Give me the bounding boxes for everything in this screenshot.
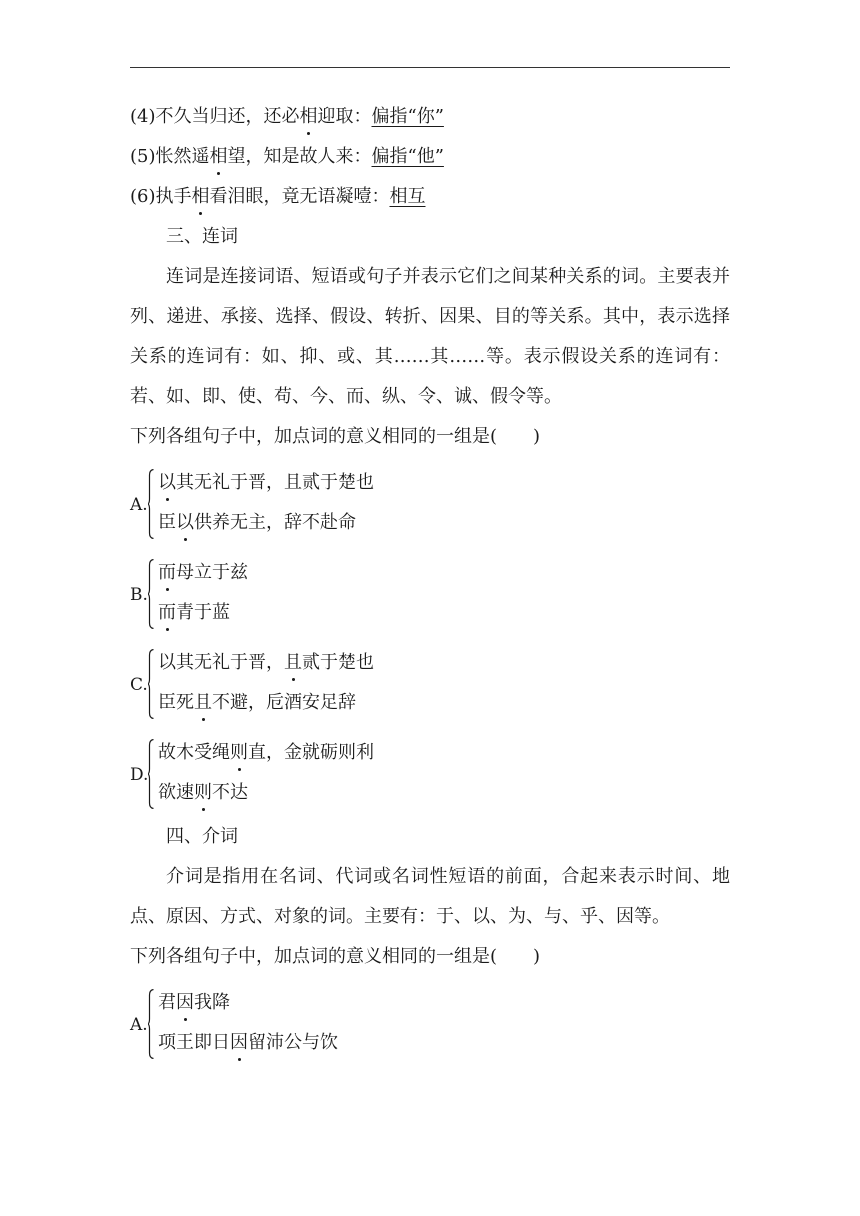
option-sentence-2: 臣死且不避，卮酒安足辞 [158, 683, 356, 723]
question-prompt: 下列各组句子中，加点词的意义相同的一组是( ) [130, 946, 541, 967]
answer-underlined: 偏指“你” [371, 106, 444, 127]
option-d[interactable] [130, 733, 730, 817]
answer-underlined: 偏指“他” [371, 146, 444, 167]
example-item-4 [130, 97, 730, 137]
example-item-5 [130, 137, 730, 177]
brace-icon [148, 989, 154, 1059]
dotted-word: 则 [194, 773, 212, 813]
dotted-word: 且 [194, 683, 212, 723]
brace-icon [148, 469, 154, 539]
brace-icon [148, 739, 154, 809]
dotted-word: 因 [176, 983, 194, 1023]
option-a[interactable] [130, 463, 730, 547]
dotted-word: 相 [300, 97, 318, 137]
dotted-word: 以 [176, 503, 194, 543]
example-text: 迎取： [317, 106, 372, 127]
example-text: 看泪眼，竟无语凝噎： [209, 186, 390, 207]
option-sentence-2: 欲速则不达 [158, 773, 248, 813]
dotted-word: 且 [284, 643, 302, 683]
option-sentence-2: 而青于蓝 [158, 593, 230, 633]
dotted-word: 而 [158, 553, 176, 593]
answer-underlined: 相互 [389, 186, 426, 207]
option-letter: C. [130, 675, 148, 695]
option-sentence-1: 以其无礼于晋，且贰于楚也 [158, 463, 374, 503]
section-heading-conjunction: 三、连词 [166, 226, 238, 247]
option-sentence-2: 臣以供养无主，辞不赴命 [158, 503, 356, 543]
option-letter: A. [130, 495, 148, 515]
option-letter: D. [130, 765, 149, 785]
header-rule [130, 67, 730, 68]
example-text: (4)不久当归还，还必 [130, 106, 300, 127]
option-c[interactable] [130, 643, 730, 727]
dotted-word: 因 [230, 1023, 248, 1063]
question-prompt: 下列各组句子中，加点词的意义相同的一组是( ) [130, 426, 541, 447]
section-paragraph-preposition: 介词是指用在名词、代词或名词性短语的前面，合起来表示时间、地点、原因、方式、对象的词。主要有：于、以、为、与、乎、因等。 [130, 866, 730, 927]
brace-icon [148, 559, 154, 629]
example-text: (5)怅然遥 [130, 146, 210, 167]
example-text: 望，知是故人来： [227, 146, 372, 167]
example-item-6 [130, 177, 730, 217]
dotted-word: 以 [158, 463, 176, 503]
dotted-word: 而 [158, 593, 176, 633]
option-b[interactable] [130, 553, 730, 637]
dotted-word: 相 [210, 137, 228, 177]
document-body [130, 97, 730, 1067]
option-sentence-1: 以其无礼于晋，且贰于楚也 [158, 643, 374, 683]
option-a[interactable] [130, 983, 730, 1067]
option-letter: B. [130, 585, 148, 605]
option-sentence-1: 君因我降 [158, 983, 230, 1023]
dotted-word: 则 [230, 733, 248, 773]
option-letter: A. [130, 1015, 148, 1035]
section-paragraph-conjunction: 连词是连接词语、短语或句子并表示它们之间某种关系的词。主要表并列、递进、承接、选择、假设、转折、因果、目的等关系。其中，表示选择关系的连词有：如、抑、或、其……其……等。表示假设关系的连词有：若、如、即、使、苟、今、而、纵、令、诚、假令等。 [130, 266, 730, 407]
example-text: (6)执手 [130, 186, 192, 207]
dotted-word: 相 [192, 177, 210, 217]
option-sentence-2: 项王即日因留沛公与饮 [158, 1023, 338, 1063]
option-sentence-1: 而母立于兹 [158, 553, 248, 593]
section-heading-preposition: 四、介词 [166, 826, 238, 847]
option-sentence-1: 故木受绳则直，金就砺则利 [158, 733, 374, 773]
brace-icon [148, 649, 154, 719]
